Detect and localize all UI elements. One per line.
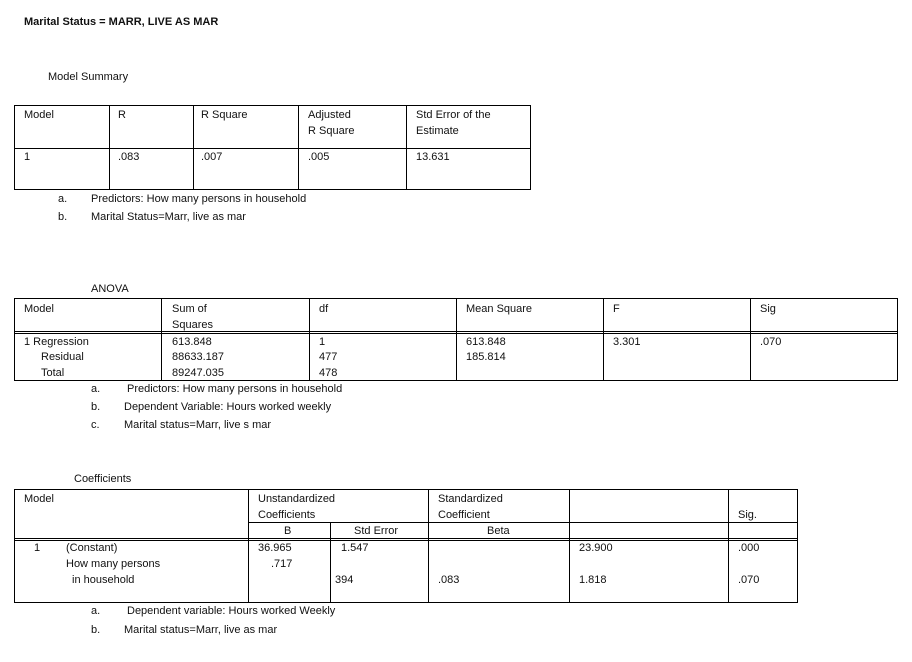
coef-cell-var-sig: .070 xyxy=(738,574,760,586)
coef-cell-constant-se: 1.547 xyxy=(341,542,369,554)
coef-cell-var-label-1: How many persons xyxy=(66,558,161,570)
anova-cell-mean-square: 185.814 xyxy=(466,351,506,363)
coef-header-unstandardized: Unstandardized xyxy=(258,493,336,505)
ms-cell-r-square: .007 xyxy=(201,151,223,163)
ms-header-adjusted-1: Adjusted xyxy=(308,109,351,121)
anova-cell-df: 478 xyxy=(319,367,338,379)
coef-header-std-error: Std Error xyxy=(354,525,399,537)
anova-header-sum-of: Sum of xyxy=(172,303,207,315)
coef-cell-var-beta: .083 xyxy=(438,574,460,586)
coef-note-text: Marital status=Marr, live as mar xyxy=(124,624,278,636)
coef-cell-constant-t: 23.900 xyxy=(579,542,613,554)
anova-note-mark: c. xyxy=(91,419,100,431)
anova-note-text: Predictors: How many persons in household xyxy=(127,383,343,395)
coef-header-beta: Beta xyxy=(487,525,510,537)
model-summary-caption: Model Summary xyxy=(48,71,129,83)
anova-note-text: Dependent Variable: Hours worked weekly xyxy=(124,401,332,413)
coef-cell-var-se: 394 xyxy=(335,574,354,586)
coef-header-coefficient: Coefficient xyxy=(438,509,490,521)
coef-header-sig: Sig. xyxy=(738,509,757,521)
ms-note-mark: b. xyxy=(58,211,68,223)
coef-header-model: Model xyxy=(24,493,54,505)
ms-cell-adjusted: .005 xyxy=(308,151,330,163)
coef-cell-var-t: 1.818 xyxy=(579,574,607,586)
ms-header-std-error-1: Std Error of the xyxy=(416,109,491,121)
coef-cell-constant-label: (Constant) xyxy=(66,542,118,554)
ms-header-r-square: R Square xyxy=(201,109,248,121)
coef-cell-model: 1 xyxy=(34,542,41,554)
ms-cell-std-error: 13.631 xyxy=(416,151,450,163)
ms-note-text: Marital Status=Marr, live as mar xyxy=(91,211,246,223)
ms-cell-model: 1 xyxy=(24,151,31,163)
anova-row-label: Total xyxy=(41,367,65,379)
anova-header-mean-square: Mean Square xyxy=(466,303,533,315)
coef-cell-var-label-2: in household xyxy=(72,574,135,586)
anova-row-label: 1 Regression xyxy=(24,336,89,348)
coef-note-mark: a. xyxy=(91,605,101,617)
coef-cell-constant-b: 36.965 xyxy=(258,542,292,554)
anova-cell-f: 3.301 xyxy=(613,336,641,348)
anova-header-sig: Sig xyxy=(760,303,776,315)
coef-header-b: B xyxy=(284,525,292,537)
coef-cell-var-b: .717 xyxy=(271,558,293,570)
coef-note-mark: b. xyxy=(91,624,101,636)
ms-cell-r: .083 xyxy=(118,151,140,163)
anova-cell-sum: 89247.035 xyxy=(172,367,224,379)
anova-note-mark: a. xyxy=(91,383,101,395)
coef-note-text: Dependent variable: Hours worked Weekly xyxy=(127,605,336,617)
anova-cell-df: 1 xyxy=(319,336,326,348)
anova-cell-sig: .070 xyxy=(760,336,782,348)
anova-row-label: Residual xyxy=(41,351,84,363)
page-title: Marital Status = MARR, LIVE AS MAR xyxy=(24,16,219,28)
coef-header-coefficients: Coefficients xyxy=(258,509,316,521)
coefficients-caption: Coefficients xyxy=(74,473,132,485)
anova-cell-sum: 613.848 xyxy=(172,336,212,348)
ms-header-r: R xyxy=(118,109,126,121)
anova-cell-mean-square: 613.848 xyxy=(466,336,506,348)
coef-cell-constant-sig: .000 xyxy=(738,542,760,554)
coef-header-standardized: Standardized xyxy=(438,493,503,505)
anova-caption: ANOVA xyxy=(91,283,129,295)
ms-header-model: Model xyxy=(24,109,54,121)
ms-note-mark: a. xyxy=(58,193,68,205)
anova-cell-sum: 88633.187 xyxy=(172,351,224,363)
anova-cell-df: 477 xyxy=(319,351,338,363)
anova-note-mark: b. xyxy=(91,401,101,413)
anova-header-model: Model xyxy=(24,303,54,315)
anova-header-squares: Squares xyxy=(172,319,213,331)
anova-note-text: Marital status=Marr, live s mar xyxy=(124,419,272,431)
anova-header-f: F xyxy=(613,303,620,315)
anova-header-df: df xyxy=(319,303,329,315)
ms-header-std-error-2: Estimate xyxy=(416,125,459,137)
ms-header-adjusted-2: R Square xyxy=(308,125,355,137)
ms-note-text: Predictors: How many persons in household xyxy=(91,193,307,205)
